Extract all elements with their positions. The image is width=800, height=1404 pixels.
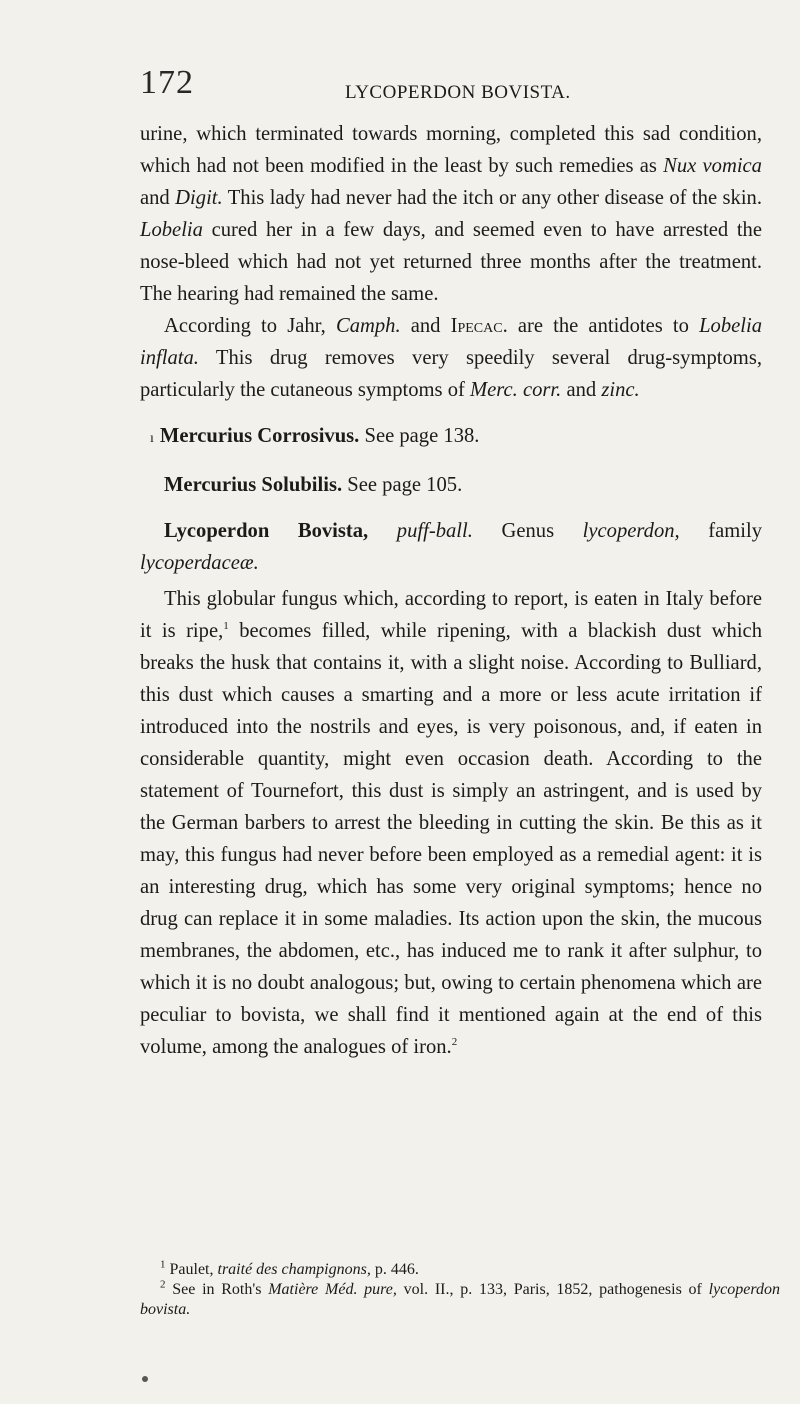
footnote-ref-1: 1 — [223, 620, 229, 633]
running-head: LYCOPERDON BOVISTA. — [345, 82, 571, 103]
footnote-ref-2: 2 — [451, 1036, 458, 1049]
ink-speck — [142, 1376, 148, 1382]
entry-title: Mercurius Corrosivus. — [159, 425, 360, 447]
page-body — [140, 118, 762, 1063]
entry-lycoperdon-bovista: Lycoperdon Bovista, puff-ball. Genus lycoperdon, family lycoperdaceæ. — [140, 520, 763, 574]
entry-reference: See page 105. — [342, 474, 463, 496]
entry-title: Lycoperdon Bovista, — [164, 520, 369, 542]
footnote-1: $^1$ Paulet, traité des champignons, p. 446. — [160, 1258, 419, 1278]
paragraph-bovista-description: This globular fungus which, according to report, is eaten in Italy before it is ripe,$^1$ becomes filled, while ripening, with a blackish dust which breaks the husk that contains it, with a slight noise. According to Bulliard, this dust which causes a smarting and a more or less acute irritation if introduced into the nostrils and eyes, is very poisonous, and, if eaten in considerable quantity, might even occasion death. According to the statement of Tournefort, this dust is simply an astringent, and is used by the German barbers to arrest the bleeding in cutting the skin. Be this as it may, this fungus had never before been employed as a remedial agent: it is an interesting drug, which has some very original symptoms; hence no drug can replace it in some maladies. Its action upon the skin, the mucous membranes, the abdomen, etc., has induced me to rank it after sulphur, to which it is no doubt analogous; but, owing to certain phenomena which are peculiar to bovista, we shall find it mentioned again at the end of this volume, among the analogues of iron.$^2$ — [140, 588, 762, 1058]
paragraph-lobelia-case: urine, which terminated towards morning, completed this sad condition, which had not been modified in the least by such remedies as Nux vomica and Digit. This lady had never had the itch or any other disease of the skin. Lobelia cured her in a few days, and seemed even to have arrested the nose-bleed which had not yet returned three months after the treatment. The hearing had remained the same. — [140, 123, 762, 305]
entry-mercurius-solubilis — [140, 469, 762, 501]
paragraph-antidotes: According to Jahr, Camph. and Ipecac. are the antidotes to Lobelia inflata. This drug removes very speedily several drug-symptoms, particularly the cutaneous symptoms of Merc. corr. and zinc. — [140, 315, 762, 401]
page-header — [140, 64, 800, 104]
entry-mercurius-corrosivus: ı Mercurius Corrosivus. See page 138. — [150, 425, 480, 447]
footnotes — [140, 1260, 780, 1320]
entry-reference: See page 138. — [359, 425, 480, 447]
entry-title: Mercurius Solubilis. — [164, 474, 343, 496]
page-number: 172 — [140, 64, 194, 101]
footnote-2: $^2$ See in Roth's Matière Méd. pure, vol. II., p. 133, Paris, 1852, pathogenesis of lycoperdon bovista. — [140, 1278, 781, 1318]
